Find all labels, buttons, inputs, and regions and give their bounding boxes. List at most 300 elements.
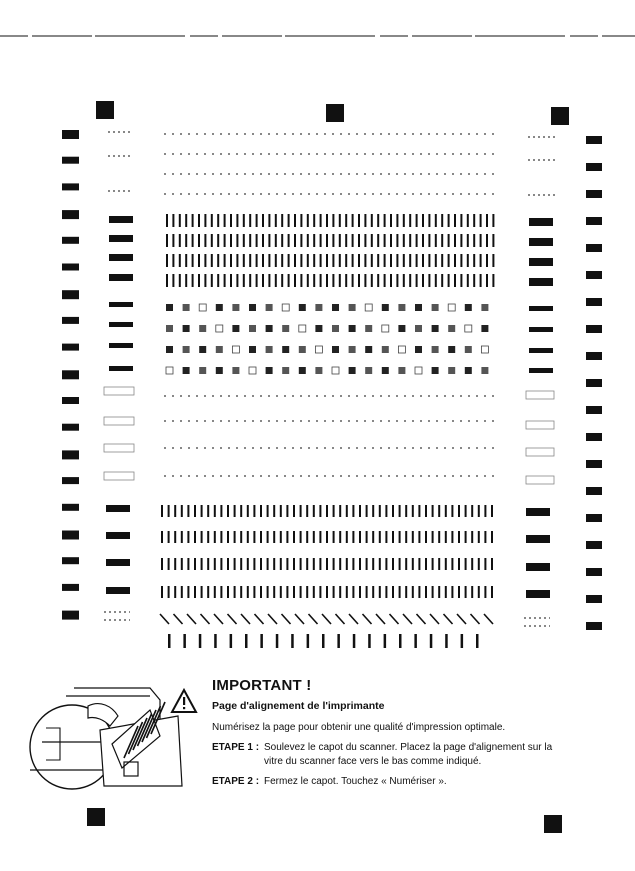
bar-mark: [366, 531, 368, 543]
bar-mark: [260, 531, 262, 543]
bar-mark: [198, 214, 200, 227]
step2-text: Fermez le capot. Touchez « Numériser ».: [264, 776, 447, 787]
bar-mark: [372, 505, 374, 517]
bar-mark: [179, 234, 181, 247]
pattern-block: [465, 304, 472, 311]
pattern-block: [216, 304, 223, 311]
pattern-block: [349, 367, 356, 374]
bar-mark: [371, 234, 373, 247]
pattern-block: [432, 346, 439, 353]
bar-mark: [403, 274, 405, 287]
bar-mark: [174, 531, 176, 543]
bar-mark: [198, 254, 200, 267]
calibration-box: [526, 590, 550, 598]
bar-mark: [377, 214, 379, 227]
bar-mark: [313, 586, 315, 598]
bar-mark: [320, 274, 322, 287]
bar-mark: [371, 214, 373, 227]
bar-mark: [364, 214, 366, 227]
bar-mark: [281, 214, 283, 227]
bar-mark: [280, 531, 282, 543]
bar-mark: [484, 586, 486, 598]
calibration-box: [529, 327, 553, 332]
bar-mark: [307, 234, 309, 247]
bar-mark: [445, 558, 447, 570]
bar-mark: [345, 254, 347, 267]
edge-mark: [586, 379, 602, 387]
edge-mark: [62, 183, 79, 190]
bar-mark: [204, 214, 206, 227]
calibration-box: [106, 505, 130, 512]
bar-mark: [458, 586, 460, 598]
edge-mark: [586, 568, 602, 576]
bar-mark: [467, 234, 469, 247]
bar-mark: [161, 531, 163, 543]
pattern-block: [183, 367, 190, 374]
bar-mark: [179, 274, 181, 287]
bar-mark: [240, 531, 242, 543]
edge-mark: [62, 210, 79, 219]
bar-mark: [288, 234, 290, 247]
calibration-box: [529, 348, 553, 353]
bar-mark: [217, 274, 219, 287]
bar-mark: [448, 254, 450, 267]
bar-mark: [293, 531, 295, 543]
bar-mark: [172, 234, 174, 247]
edge-mark: [586, 622, 602, 630]
bar-mark: [166, 234, 168, 247]
pattern-block: [232, 304, 239, 311]
step1-text-line2: vitre du scanner face vers le bas comme indiqué.: [264, 756, 482, 767]
bar-mark: [207, 586, 209, 598]
bar-mark: [294, 214, 296, 227]
bar-mark: [392, 505, 394, 517]
pattern-block: [415, 346, 422, 353]
diagonal-mark: [403, 614, 412, 624]
bar-pattern-rows: [161, 214, 494, 598]
bar-mark: [399, 531, 401, 543]
bar-mark: [230, 254, 232, 267]
bar-mark: [333, 505, 335, 517]
bar-mark: [473, 214, 475, 227]
pattern-block: [465, 367, 472, 374]
bar-mark: [243, 254, 245, 267]
bar-mark: [247, 586, 249, 598]
bar-mark: [409, 234, 411, 247]
bar-mark: [234, 531, 236, 543]
bar-mark: [358, 254, 360, 267]
bar-mark: [352, 531, 354, 543]
bar-mark: [267, 586, 269, 598]
bar-mark: [445, 586, 447, 598]
pattern-block: [299, 367, 306, 374]
bar-mark: [247, 558, 249, 570]
calibration-box: [526, 563, 550, 571]
bar-mark: [377, 234, 379, 247]
bar-mark: [425, 586, 427, 598]
pattern-block: [249, 304, 256, 311]
bar-mark: [300, 274, 302, 287]
bar-mark: [403, 214, 405, 227]
bar-mark: [179, 254, 181, 267]
bar-mark: [359, 531, 361, 543]
bar-mark: [333, 558, 335, 570]
pattern-block: [166, 304, 173, 311]
bar-mark: [227, 558, 229, 570]
bar-mark: [484, 531, 486, 543]
pattern-block: [349, 304, 356, 311]
bar-mark: [236, 254, 238, 267]
bar-mark: [313, 531, 315, 543]
edge-mark: [62, 477, 79, 484]
bar-mark: [372, 586, 374, 598]
diagonal-mark: [390, 614, 399, 624]
bar-mark: [332, 234, 334, 247]
bar-mark: [372, 558, 374, 570]
bar-mark: [181, 531, 183, 543]
bar-mark: [268, 234, 270, 247]
bar-mark: [243, 274, 245, 287]
bar-mark: [428, 214, 430, 227]
calibration-box: [526, 476, 554, 484]
bar-mark: [280, 586, 282, 598]
pattern-block: [183, 325, 190, 332]
bar-mark: [484, 558, 486, 570]
bar-mark: [185, 214, 187, 227]
sparse-bar: [260, 634, 263, 648]
bar-mark: [236, 234, 238, 247]
pattern-block: [315, 346, 322, 353]
bar-mark: [339, 274, 341, 287]
bar-mark: [339, 234, 341, 247]
bar-mark: [399, 586, 401, 598]
bar-mark: [473, 274, 475, 287]
diagonal-mark: [255, 614, 264, 624]
bar-mark: [306, 586, 308, 598]
bar-mark: [326, 558, 328, 570]
bar-mark: [262, 254, 264, 267]
bar-mark: [371, 254, 373, 267]
bar-mark: [227, 586, 229, 598]
bar-mark: [313, 558, 315, 570]
bar-mark: [293, 586, 295, 598]
bar-mark: [465, 558, 467, 570]
bar-mark: [260, 505, 262, 517]
bar-mark: [166, 274, 168, 287]
registration-mark: [87, 808, 105, 826]
bar-mark: [425, 558, 427, 570]
bar-mark: [234, 586, 236, 598]
bar-mark: [441, 254, 443, 267]
bar-mark: [399, 558, 401, 570]
pattern-block: [216, 367, 223, 374]
calibration-box: [109, 216, 133, 223]
pattern-block: [481, 325, 488, 332]
bar-mark: [416, 274, 418, 287]
bar-mark: [280, 558, 282, 570]
bar-mark: [320, 234, 322, 247]
bar-mark: [451, 586, 453, 598]
bar-mark: [405, 558, 407, 570]
bar-mark: [480, 254, 482, 267]
bar-mark: [412, 586, 414, 598]
bar-mark: [192, 254, 194, 267]
calibration-box: [104, 472, 134, 480]
bar-mark: [339, 254, 341, 267]
bar-mark: [364, 254, 366, 267]
bar-mark: [432, 558, 434, 570]
diagonal-mark: [282, 614, 291, 624]
bar-mark: [352, 234, 354, 247]
pattern-block: [415, 304, 422, 311]
bar-mark: [313, 254, 315, 267]
pattern-block: [282, 325, 289, 332]
pattern-block: [382, 346, 389, 353]
bar-mark: [174, 558, 176, 570]
bar-mark: [253, 586, 255, 598]
bar-mark: [416, 254, 418, 267]
bar-mark: [240, 586, 242, 598]
bar-mark: [207, 531, 209, 543]
pattern-block: [166, 325, 173, 332]
sparse-bar: [276, 634, 279, 648]
sparse-bar: [368, 634, 371, 648]
bar-mark: [185, 234, 187, 247]
pattern-block: [183, 304, 190, 311]
pattern-block: [166, 346, 173, 353]
bar-mark: [198, 274, 200, 287]
bar-mark: [273, 558, 275, 570]
bar-mark: [300, 254, 302, 267]
bar-mark: [396, 214, 398, 227]
bar-mark: [467, 214, 469, 227]
bar-mark: [268, 254, 270, 267]
bar-mark: [346, 531, 348, 543]
pattern-block: [183, 346, 190, 353]
bar-mark: [451, 505, 453, 517]
bar-mark: [418, 558, 420, 570]
bar-mark: [286, 586, 288, 598]
bar-mark: [478, 505, 480, 517]
bar-mark: [471, 505, 473, 517]
calibration-box: [109, 235, 133, 242]
bar-mark: [352, 214, 354, 227]
edge-mark: [586, 136, 602, 144]
bar-mark: [460, 274, 462, 287]
bar-mark: [262, 214, 264, 227]
calibration-box: [529, 368, 553, 373]
bar-mark: [201, 505, 203, 517]
bar-mark: [204, 234, 206, 247]
bar-mark: [166, 254, 168, 267]
pattern-block: [166, 367, 173, 374]
bar-mark: [179, 214, 181, 227]
bar-mark: [405, 505, 407, 517]
bar-mark: [409, 274, 411, 287]
pattern-block: [465, 346, 472, 353]
bar-mark: [418, 505, 420, 517]
pattern-block: [349, 346, 356, 353]
bar-mark: [379, 586, 381, 598]
notice-subheading: Page d'alignement de l'imprimante: [212, 700, 385, 712]
pattern-block: [365, 304, 372, 311]
sparse-bar: [430, 634, 433, 648]
bar-mark: [166, 214, 168, 227]
bar-mark: [345, 214, 347, 227]
registration-mark: [96, 101, 114, 119]
bar-mark: [306, 505, 308, 517]
bar-mark: [422, 234, 424, 247]
bar-mark: [480, 274, 482, 287]
bar-mark: [300, 531, 302, 543]
bar-mark: [172, 214, 174, 227]
bar-mark: [307, 274, 309, 287]
edge-mark: [62, 370, 79, 379]
calibration-box: [529, 278, 553, 286]
diagonal-mark: [174, 614, 183, 624]
bar-mark: [234, 505, 236, 517]
edge-mark: [62, 450, 79, 459]
bar-mark: [478, 558, 480, 570]
bar-mark: [281, 234, 283, 247]
calibration-box: [104, 387, 134, 395]
bar-mark: [224, 274, 226, 287]
bar-mark: [319, 505, 321, 517]
bar-mark: [211, 214, 213, 227]
calibration-box: [104, 417, 134, 425]
sparse-bar: [307, 634, 310, 648]
bar-mark: [379, 531, 381, 543]
step2-label: ETAPE 2 :: [212, 776, 260, 787]
edge-mark: [62, 264, 79, 271]
edge-mark: [586, 433, 602, 441]
bar-mark: [247, 531, 249, 543]
calibration-box: [526, 508, 550, 516]
bar-mark: [220, 558, 222, 570]
calibration-box: [109, 254, 133, 261]
bar-mark: [256, 274, 258, 287]
bar-mark: [192, 234, 194, 247]
bar-mark: [339, 586, 341, 598]
diagonal-mark: [376, 614, 385, 624]
bar-mark: [473, 234, 475, 247]
pattern-block: [398, 346, 405, 353]
bar-mark: [260, 586, 262, 598]
bar-mark: [300, 505, 302, 517]
bar-mark: [214, 531, 216, 543]
bar-mark: [207, 558, 209, 570]
bar-mark: [384, 254, 386, 267]
diagonal-mark: [295, 614, 304, 624]
diagonal-mark: [484, 614, 493, 624]
bar-mark: [220, 531, 222, 543]
diagonal-mark: [457, 614, 466, 624]
bar-mark: [412, 558, 414, 570]
pattern-block: [365, 367, 372, 374]
bar-mark: [227, 531, 229, 543]
pattern-block: [282, 304, 289, 311]
bar-mark: [358, 274, 360, 287]
edge-mark: [586, 487, 602, 495]
bar-mark: [256, 214, 258, 227]
pattern-block: [315, 325, 322, 332]
pattern-block: [199, 367, 206, 374]
bar-mark: [384, 274, 386, 287]
pattern-block: [266, 346, 273, 353]
bar-mark: [396, 274, 398, 287]
bar-mark: [441, 234, 443, 247]
sparse-bar: [384, 634, 387, 648]
bar-mark: [243, 234, 245, 247]
calibration-box: [526, 535, 550, 543]
edge-mark: [62, 344, 79, 351]
bar-mark: [454, 254, 456, 267]
bar-mark: [280, 505, 282, 517]
bar-mark: [214, 558, 216, 570]
pattern-block: [266, 325, 273, 332]
bar-mark: [256, 234, 258, 247]
pattern-block: [232, 367, 239, 374]
bar-mark: [168, 531, 170, 543]
bar-mark: [217, 254, 219, 267]
bar-mark: [403, 254, 405, 267]
bar-mark: [187, 531, 189, 543]
bar-mark: [192, 214, 194, 227]
bar-mark: [253, 505, 255, 517]
pattern-block: [481, 304, 488, 311]
pattern-block: [282, 346, 289, 353]
bar-mark: [224, 234, 226, 247]
bar-mark: [432, 505, 434, 517]
bar-mark: [333, 586, 335, 598]
edge-mark: [586, 460, 602, 468]
pattern-block: [232, 346, 239, 353]
bar-mark: [471, 586, 473, 598]
edge-mark: [586, 163, 602, 171]
block-pattern-rows: [166, 304, 488, 374]
bar-mark: [288, 214, 290, 227]
bar-mark: [346, 586, 348, 598]
bar-mark: [326, 505, 328, 517]
bar-mark: [425, 531, 427, 543]
bar-mark: [300, 234, 302, 247]
pattern-block: [266, 367, 273, 374]
bar-mark: [332, 214, 334, 227]
bar-mark: [366, 558, 368, 570]
bar-mark: [326, 274, 328, 287]
bar-mark: [240, 558, 242, 570]
scanner-illustration-icon: [30, 688, 182, 789]
pattern-block: [332, 367, 339, 374]
bar-mark: [268, 274, 270, 287]
calibration-box: [106, 587, 130, 594]
bar-mark: [345, 234, 347, 247]
bar-mark: [412, 505, 414, 517]
bar-mark: [214, 505, 216, 517]
bar-mark: [249, 254, 251, 267]
bar-mark: [358, 214, 360, 227]
diagonal-mark: [471, 614, 480, 624]
bar-mark: [438, 505, 440, 517]
pattern-block: [415, 367, 422, 374]
bar-mark: [364, 234, 366, 247]
diagonal-mark: [187, 614, 196, 624]
pattern-block: [266, 304, 273, 311]
edge-mark: [62, 317, 79, 324]
bar-mark: [168, 558, 170, 570]
bar-mark: [253, 531, 255, 543]
edge-mark: [586, 325, 602, 333]
